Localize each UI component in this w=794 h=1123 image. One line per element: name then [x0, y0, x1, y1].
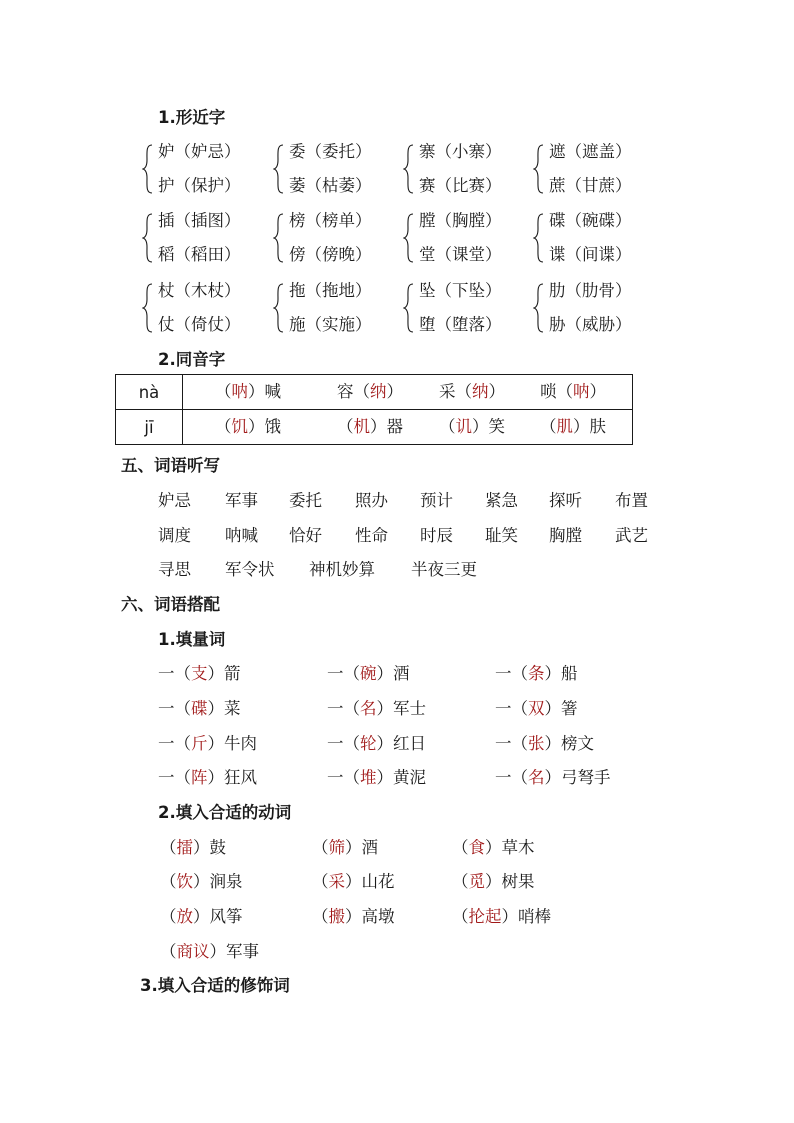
similar-char-word: （间谍） [565, 245, 632, 264]
verb-item-text: ）涧泉 [193, 872, 243, 891]
measure-word-item-text: ）船 [544, 664, 578, 683]
homophone-text: （ [540, 417, 557, 436]
dictation-word: 呐喊 [225, 526, 258, 545]
similar-char-word: （实施） [305, 315, 372, 334]
similar-char: 妒 [158, 142, 175, 161]
measure-word-item-answer: 条 [528, 664, 545, 683]
measure-word-item [495, 699, 578, 719]
measure-word-item-answer: 堆 [360, 768, 377, 787]
verb-item-answer: 觅 [468, 872, 485, 891]
homophone-item [215, 382, 281, 402]
similar-char: 仗 [158, 315, 175, 334]
measure-word-item-text: 一（ [327, 699, 360, 718]
measure-word-item-text: 一（ [327, 768, 360, 787]
measure-word-item-text: 一（ [158, 664, 191, 683]
similar-char-word: （下坠） [435, 281, 502, 300]
group-brace-icon [273, 213, 285, 267]
similar-char-item [419, 211, 502, 231]
verb-item-text: ）军事 [209, 942, 259, 961]
verb-item-answer: 抡起 [468, 907, 502, 926]
similar-char-word: （甘蔗） [565, 176, 632, 195]
homophone-text: （ [337, 417, 354, 436]
similar-char-word: （胸膛） [435, 211, 502, 230]
homophone-item [540, 417, 606, 437]
measure-word-item-text: ）弓弩手 [544, 768, 611, 787]
similar-char-item [419, 281, 502, 301]
measure-word-item-text: 一（ [495, 664, 528, 683]
measure-word-item-answer: 名 [528, 768, 545, 787]
verb-item [312, 872, 395, 892]
section-title-dictation: 五、词语听写 [121, 456, 220, 475]
similar-char-word: （堕落） [435, 315, 502, 334]
similar-char-item [158, 245, 241, 265]
similar-char-word: （委托） [305, 142, 372, 161]
similar-char-item [289, 281, 372, 301]
similar-char: 委 [289, 142, 306, 161]
measure-word-item [158, 664, 241, 684]
measure-word-item-text: 一（ [158, 699, 191, 718]
dictation-word: 神机妙算 [309, 560, 375, 579]
verb-item-text: （ [160, 872, 177, 891]
similar-char-item [158, 142, 241, 162]
homophone-item [439, 417, 505, 437]
homophone-answer: 纳 [472, 382, 489, 401]
measure-word-item-text: 一（ [495, 734, 528, 753]
similar-char: 榜 [289, 211, 306, 230]
similar-char-item [158, 281, 241, 301]
group-brace-icon [533, 144, 545, 198]
measure-word-item-answer: 张 [528, 734, 545, 753]
dictation-word: 布置 [615, 491, 648, 510]
similar-char: 堂 [419, 245, 436, 264]
dictation-word: 时辰 [420, 526, 453, 545]
similar-char-item [158, 211, 241, 231]
verb-item [312, 838, 378, 858]
similar-char-word: （枯萎） [305, 176, 372, 195]
verb-item-answer: 筛 [328, 838, 345, 857]
similar-char: 碟 [549, 211, 566, 230]
similar-char-item [549, 211, 632, 231]
similar-char: 蔗 [549, 176, 566, 195]
dictation-word: 预计 [420, 491, 453, 510]
verb-item-answer: 食 [468, 838, 485, 857]
similar-char-word: （保护） [174, 176, 241, 195]
similar-char-word: （威胁） [565, 315, 632, 334]
verb-item [452, 872, 535, 892]
homophone-text: ） [488, 382, 505, 401]
section-title-collocation: 六、词语搭配 [121, 595, 220, 614]
verb-item-text: （ [452, 838, 469, 857]
measure-word-item-text: ）榜文 [544, 734, 594, 753]
similar-char-item [289, 245, 372, 265]
measure-word-item-text: ）红日 [376, 734, 426, 753]
measure-word-item-text: ）酒 [376, 664, 410, 683]
similar-char: 傍 [289, 245, 306, 264]
similar-char: 遮 [549, 142, 566, 161]
similar-char-item [289, 176, 372, 196]
verb-item-text: ）鼓 [193, 838, 226, 857]
verb-item-answer: 饮 [176, 872, 193, 891]
verb-item-text: （ [312, 838, 329, 857]
measure-word-item [495, 664, 578, 684]
verb-item-text: ）高墩 [345, 907, 395, 926]
measure-word-item-text: ）黄泥 [376, 768, 426, 787]
measure-word-item [495, 734, 594, 754]
measure-word-item-text: 一（ [327, 664, 360, 683]
verb-item-text: （ [452, 872, 469, 891]
verb-item [160, 907, 243, 927]
table-row [116, 375, 633, 410]
section-title-homophones: 2.同音字 [158, 350, 226, 369]
group-brace-icon [403, 213, 415, 267]
homophone-text: ）饿 [248, 417, 281, 436]
verb-item-answer: 采 [328, 872, 345, 891]
dictation-word: 调度 [158, 526, 191, 545]
group-brace-icon [533, 283, 545, 337]
similar-char-word: （小寨） [435, 142, 502, 161]
similar-char-word: （遮盖） [565, 142, 632, 161]
similar-char: 稻 [158, 245, 175, 264]
measure-word-item-text: 一（ [495, 768, 528, 787]
similar-char-item [289, 211, 372, 231]
group-brace-icon [142, 213, 154, 267]
similar-char-item [419, 315, 502, 335]
group-brace-icon [142, 283, 154, 337]
homophone-text: ）器 [370, 417, 403, 436]
measure-word-item-answer: 碗 [360, 664, 377, 683]
verb-item [452, 907, 551, 927]
group-brace-icon [273, 283, 285, 337]
homophone-item [337, 382, 403, 402]
measure-word-item-text: 一（ [495, 699, 528, 718]
pinyin-cell: nà [116, 375, 183, 410]
dictation-word: 胸膛 [549, 526, 582, 545]
verb-item-text: （ [312, 907, 329, 926]
measure-word-item-answer: 阵 [191, 768, 208, 787]
similar-char: 膛 [419, 211, 436, 230]
subsection-title-verbs: 2.填入合适的动词 [158, 803, 292, 822]
verb-item [312, 907, 395, 927]
measure-word-item [495, 768, 611, 788]
verb-item-text: （ [160, 907, 177, 926]
verb-item-text: ）草木 [485, 838, 535, 857]
similar-char-word: （稻田） [174, 245, 241, 264]
measure-word-item-text: ）箭 [207, 664, 241, 683]
dictation-word: 武艺 [615, 526, 648, 545]
measure-word-item-answer: 名 [360, 699, 377, 718]
verb-item-text: ）风筝 [193, 907, 243, 926]
similar-char: 插 [158, 211, 175, 230]
dictation-word: 紧急 [485, 491, 518, 510]
similar-char-word: （课堂） [435, 245, 502, 264]
dictation-word: 探听 [549, 491, 582, 510]
homophone-text: 容（ [337, 382, 370, 401]
group-brace-icon [403, 144, 415, 198]
group-brace-icon [403, 283, 415, 337]
verb-item [452, 838, 535, 858]
measure-word-item-answer: 支 [191, 664, 208, 683]
homophone-answer: 纳 [370, 382, 387, 401]
measure-word-item-text: ）狂风 [207, 768, 257, 787]
homophone-text: ） [589, 382, 606, 401]
verb-item-answer: 擂 [176, 838, 193, 857]
similar-char: 护 [158, 176, 175, 195]
homophone-answer: 机 [353, 417, 370, 436]
homophone-text: 采（ [439, 382, 472, 401]
homophone-item [439, 382, 505, 402]
homophone-text: ）笑 [472, 417, 505, 436]
measure-word-item-text: 一（ [158, 734, 191, 753]
section-title-similar-chars: 1.形近字 [158, 108, 226, 127]
homophone-text: （ [215, 382, 232, 401]
dictation-word: 恰好 [289, 526, 322, 545]
measure-word-item [158, 768, 257, 788]
similar-char: 坠 [419, 281, 436, 300]
dictation-word: 妒忌 [158, 491, 191, 510]
similar-char-word: （比赛） [435, 176, 502, 195]
measure-word-item [158, 734, 257, 754]
verb-item-text: （ [160, 838, 177, 857]
measure-word-item [327, 768, 426, 788]
table-row [116, 410, 633, 445]
dictation-word: 军令状 [225, 560, 275, 579]
verb-item [160, 872, 243, 892]
similar-char-item [158, 315, 241, 335]
homophone-text: ）肤 [573, 417, 606, 436]
group-brace-icon [273, 144, 285, 198]
subsection-title-measure-words: 1.填量词 [158, 630, 226, 649]
homophone-item [337, 417, 403, 437]
similar-char-word: （倚仗） [174, 315, 241, 334]
dictation-word: 委托 [289, 491, 322, 510]
homophone-item [540, 382, 606, 402]
similar-char: 萎 [289, 176, 306, 195]
similar-char-item [419, 245, 502, 265]
verb-item [160, 942, 259, 962]
similar-char-item [549, 142, 632, 162]
similar-char: 杖 [158, 281, 175, 300]
measure-word-item-answer: 斤 [191, 734, 208, 753]
homophone-answer: 肌 [556, 417, 573, 436]
homophone-item [215, 417, 281, 437]
measure-word-item [327, 699, 426, 719]
homophone-answer: 呐 [231, 382, 248, 401]
similar-char-word: （榜单） [305, 211, 372, 230]
measure-word-item-text: ）牛肉 [207, 734, 257, 753]
similar-char-word: （木杖） [174, 281, 241, 300]
similar-char-item [549, 245, 632, 265]
similar-char: 肋 [549, 281, 566, 300]
similar-char-item [419, 142, 502, 162]
measure-word-item [327, 664, 410, 684]
dictation-word: 半夜三更 [411, 560, 477, 579]
similar-char-word: （碗碟） [565, 211, 632, 230]
similar-char-item [549, 281, 632, 301]
verb-item-text: ）山花 [345, 872, 395, 891]
similar-char-item [419, 176, 502, 196]
measure-word-item-answer: 碟 [191, 699, 208, 718]
verb-item-text: （ [160, 942, 177, 961]
homophone-answer: 讥 [455, 417, 472, 436]
measure-word-item-text: ）军士 [376, 699, 426, 718]
measure-word-item-answer: 双 [528, 699, 545, 718]
verb-item-answer: 放 [176, 907, 193, 926]
similar-char: 拖 [289, 281, 306, 300]
homophone-text: ） [386, 382, 403, 401]
measure-word-item-answer: 轮 [360, 734, 377, 753]
group-brace-icon [142, 144, 154, 198]
similar-char: 寨 [419, 142, 436, 161]
dictation-word: 耻笑 [485, 526, 518, 545]
similar-char: 赛 [419, 176, 436, 195]
dictation-word: 性命 [355, 526, 388, 545]
measure-word-item-text: ）菜 [207, 699, 241, 718]
similar-char: 堕 [419, 315, 436, 334]
measure-word-item-text: 一（ [327, 734, 360, 753]
homophone-answer: 饥 [231, 417, 248, 436]
similar-char-word: （傍晚） [305, 245, 372, 264]
verb-item-answer: 搬 [328, 907, 345, 926]
similar-char-word: （肋骨） [565, 281, 632, 300]
similar-char-item [549, 315, 632, 335]
measure-word-item-text: ）箸 [544, 699, 578, 718]
homophone-text: ）喊 [248, 382, 281, 401]
measure-word-item [158, 699, 241, 719]
subsection-title-modifiers: 3.填入合适的修饰词 [140, 976, 290, 995]
group-brace-icon [533, 213, 545, 267]
measure-word-item-text: 一（ [158, 768, 191, 787]
similar-char: 胁 [549, 315, 566, 334]
verb-item-answer: 商议 [176, 942, 210, 961]
similar-char: 谍 [549, 245, 566, 264]
similar-char: 施 [289, 315, 306, 334]
dictation-word: 照办 [355, 491, 388, 510]
homophone-table [115, 374, 633, 445]
verb-item-text: （ [312, 872, 329, 891]
homophone-text: （ [215, 417, 232, 436]
similar-char-word: （妒忌） [174, 142, 241, 161]
similar-char-item [289, 315, 372, 335]
dictation-word: 军事 [225, 491, 258, 510]
homophone-answer: 呐 [573, 382, 590, 401]
homophone-text: 唢（ [540, 382, 573, 401]
homophone-text: （ [439, 417, 456, 436]
similar-char-word: （插图） [174, 211, 241, 230]
verb-item-text: ）树果 [485, 872, 535, 891]
verb-item [160, 838, 226, 858]
verb-item-text: （ [452, 907, 469, 926]
similar-char-word: （拖地） [305, 281, 372, 300]
similar-char-item [289, 142, 372, 162]
verb-item-text: ）酒 [345, 838, 378, 857]
verb-item-text: ）哨棒 [501, 907, 551, 926]
homophone-words-cell [183, 375, 633, 410]
similar-char-item [158, 176, 241, 196]
dictation-word: 寻思 [158, 560, 191, 579]
homophone-words-cell [183, 410, 633, 445]
similar-char-item [549, 176, 632, 196]
pinyin-cell: jī [116, 410, 183, 445]
measure-word-item [327, 734, 426, 754]
